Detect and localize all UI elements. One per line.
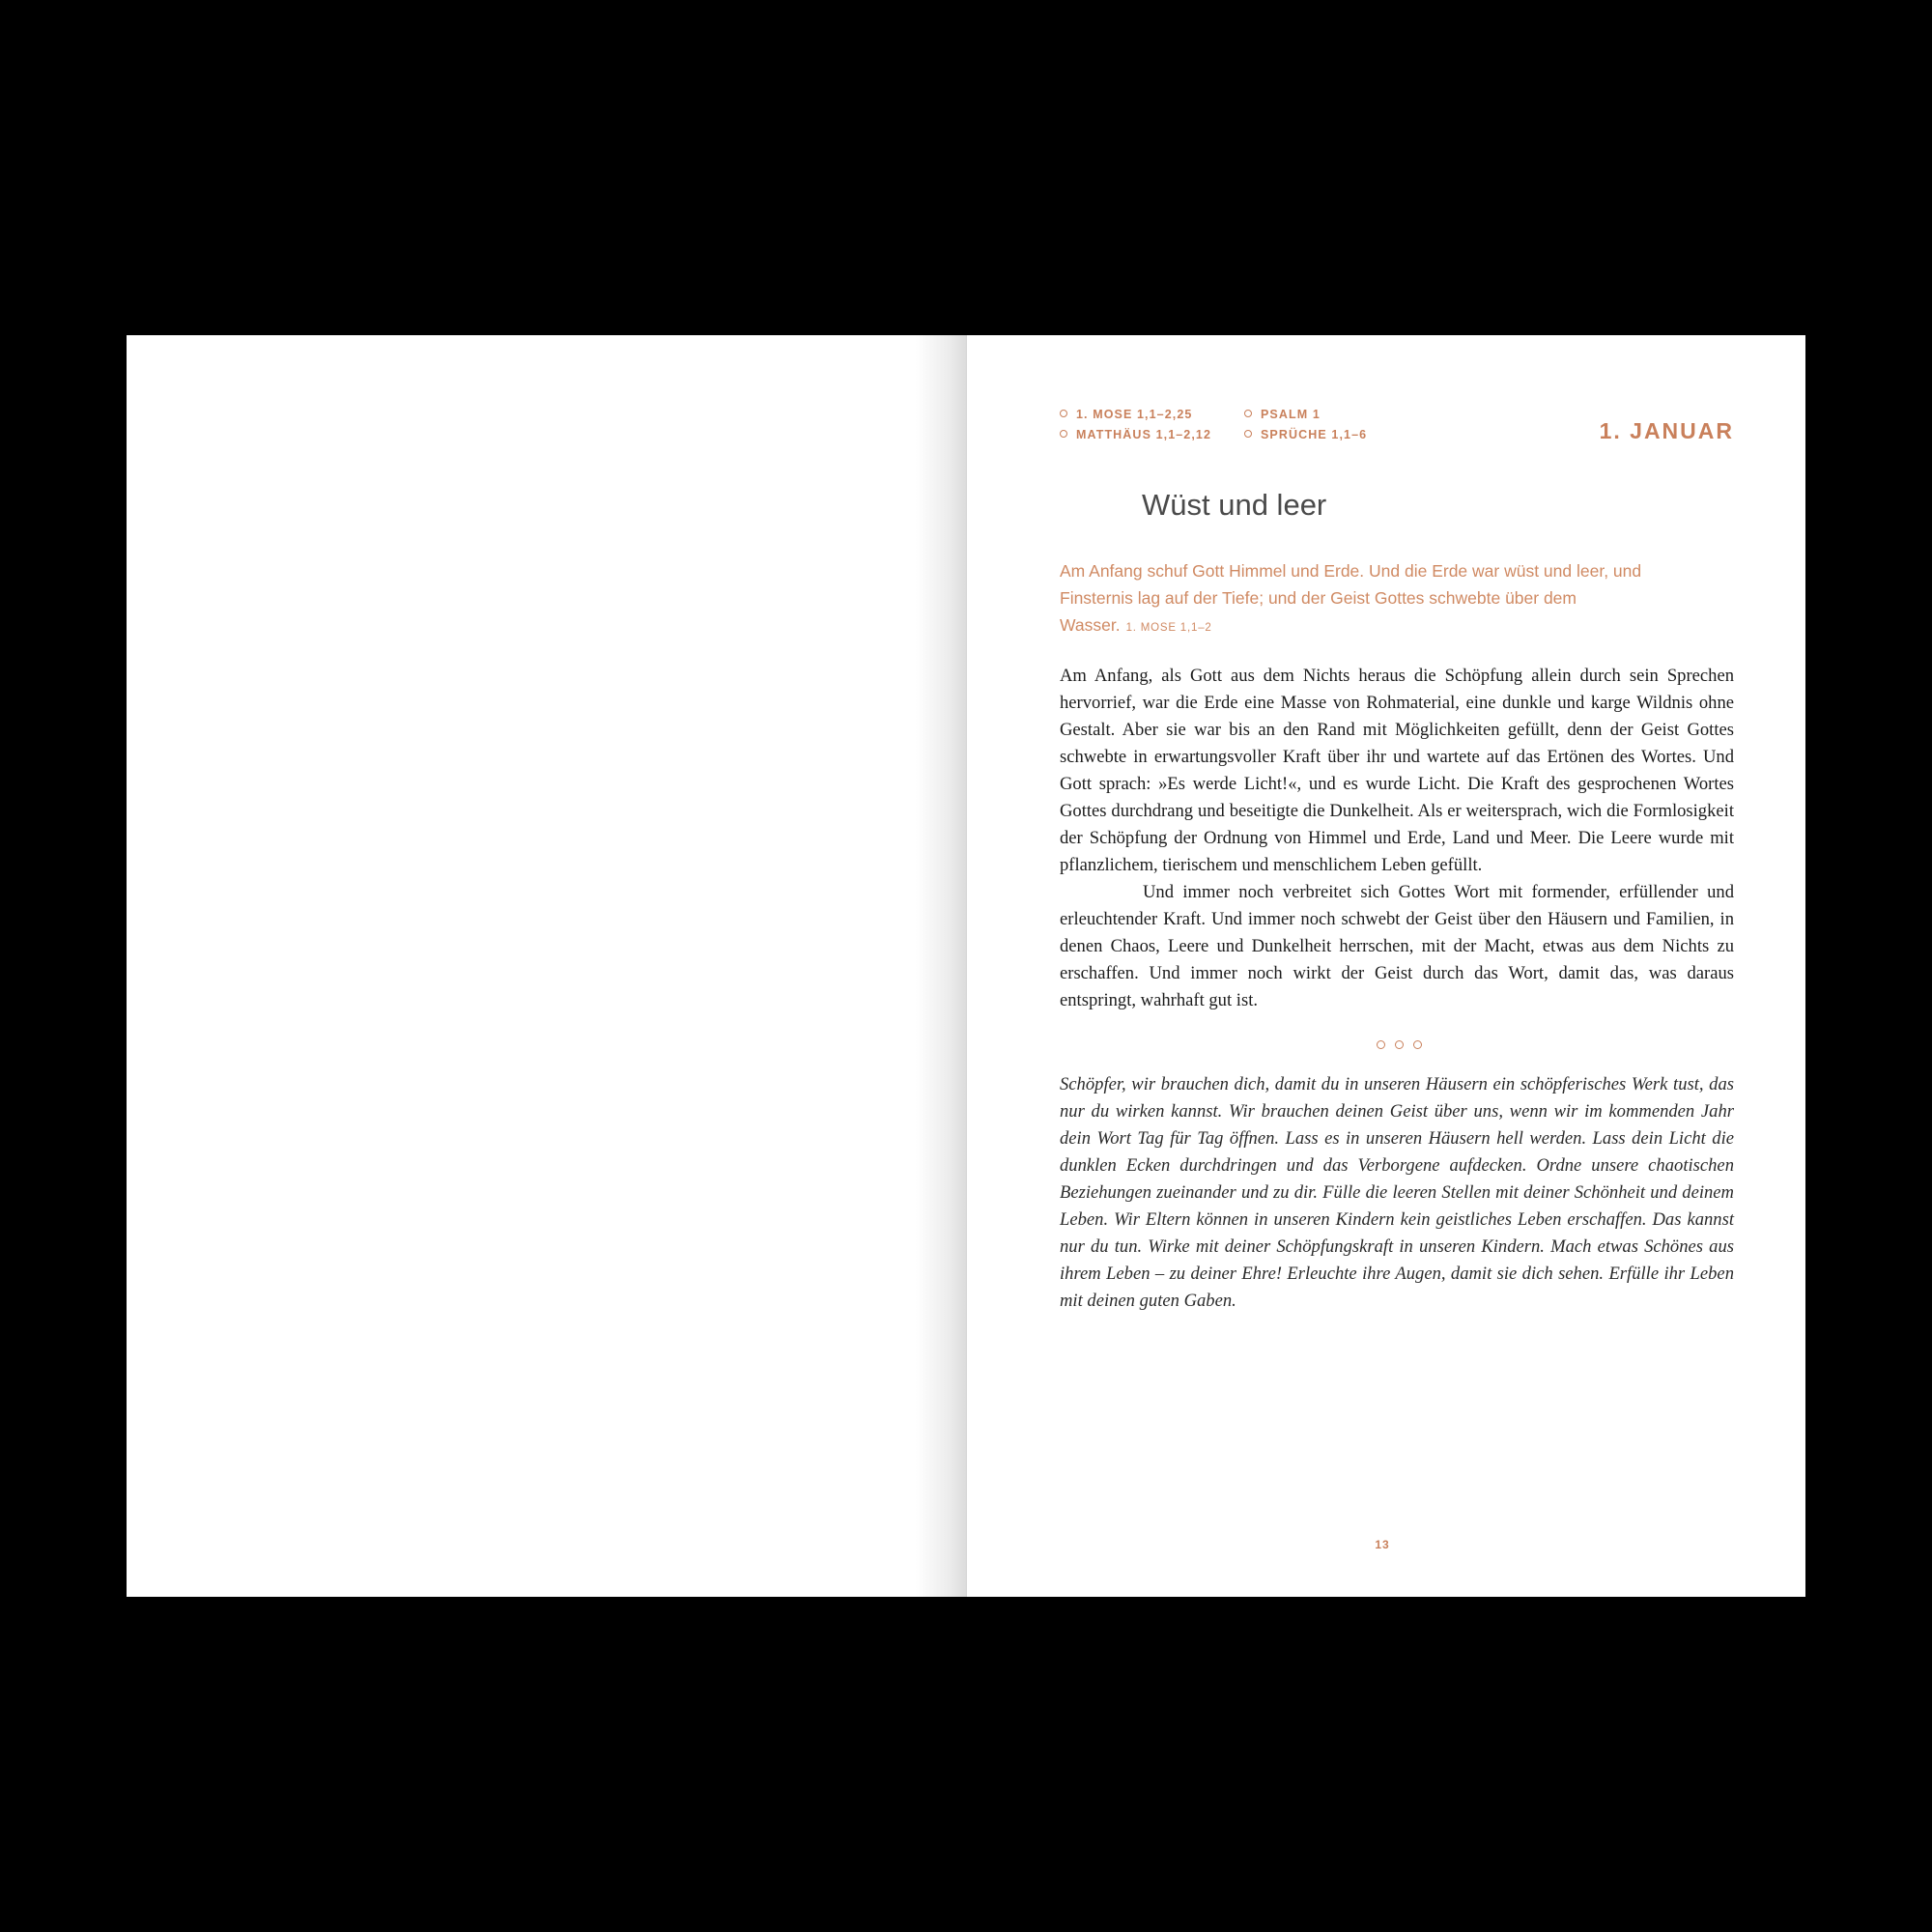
book-spread xyxy=(127,335,1805,1597)
reading-item xyxy=(1244,427,1367,442)
circle-bullet-icon xyxy=(1244,410,1252,417)
circle-bullet-icon xyxy=(1060,410,1067,417)
circle-ornament-icon xyxy=(1413,1040,1422,1049)
circle-bullet-icon xyxy=(1244,430,1252,438)
reading-plan xyxy=(1060,407,1407,449)
verse-text: Am Anfang schuf Gott Himmel und Erde. Und die Erde war wüst und leer, und Finsternis lag auf der Tiefe; und der Geist Gottes schwebte über dem Wasser. xyxy=(1060,561,1642,635)
left-page-blank xyxy=(127,335,966,1597)
page-number: 13 xyxy=(1375,1538,1390,1551)
reading-item xyxy=(1060,407,1192,422)
devotional-text xyxy=(1060,663,1734,1014)
reading-label: SPRÜCHE 1,1–6 xyxy=(1261,428,1368,441)
reading-label: PSALM 1 xyxy=(1261,408,1321,421)
circle-ornament-icon xyxy=(1395,1040,1404,1049)
body-paragraph: Und immer noch verbreitet sich Gottes Wort mit formender, erfüllender und erleuchtender Kraft. Und immer noch schwebt der Geist über den Häusern und Familien, in denen Chaos, Leere und Dunkelheit herrschen, mit der Macht, etwas aus dem Nichts zu erschaffen. Und immer noch wirkt der Geist durch das Wort, damit das, was daraus entspringt, wahrhaft gut ist. xyxy=(1060,882,1734,1010)
page-date: 1. JANUAR xyxy=(1599,418,1734,443)
reading-label: 1. MOSE 1,1–2,25 xyxy=(1076,408,1193,421)
bible-verse xyxy=(1060,557,1678,641)
prayer-text: Schöpfer, wir brauchen dich, damit du in unseren Häusern ein schöpferisches Werk tust, das nur du wirken kannst. Wir brauchen deinen Geist über uns, wenn wir im kommenden Jahr dein Wort Tag für Tag öffnen. Lass es in unseren Häusern hell werden. Lass dein Licht die dunklen Ecken durchdringen und das Verborgene aufdecken. Ordne unsere chaotischen Beziehungen zueinander und zu dir. Fülle die leeren Stellen mit deiner Schönheit und deinem Leben. Wir Eltern können in unseren Kindern kein geistliches Leben erschaffen. Das kannst nur du tun. Wirke mit deiner Schöpfungskraft in unseren Kindern. Mach etwas Schönes aus ihrem Leben – zu deiner Ehre! Erleuchte ihre Augen, damit sie dich sehen. Erfülle ihr Leben mit deinen guten Gaben. xyxy=(1060,1074,1734,1311)
verse-reference: 1. MOSE 1,1–2 xyxy=(1125,622,1212,634)
page-title: Wüst und leer xyxy=(1142,488,1327,522)
section-divider xyxy=(1377,1038,1435,1052)
circle-ornament-icon xyxy=(1377,1040,1385,1049)
reading-item xyxy=(1060,427,1211,442)
reading-item xyxy=(1244,407,1321,422)
circle-bullet-icon xyxy=(1060,430,1067,438)
reading-label: MATTHÄUS 1,1–2,12 xyxy=(1076,428,1212,441)
body-paragraph: Am Anfang, als Gott aus dem Nichts heraus die Schöpfung allein durch sein Sprechen hervorrief, war die Erde eine Masse von Rohmaterial, eine dunkle und karge Wildnis ohne Gestalt. Aber sie war bis an den Rand mit Möglichkeiten gefüllt, denn der Geist Gottes schwebte in erwartungsvoller Kraft über ihr und wartete auf das Ertönen des Wortes. Und Gott sprach: »Es werde Licht!«, und es wurde Licht. Die Kraft des gesprochenen Wortes Gottes durchdrang und beseitigte die Dunkelheit. Als er weitersprach, wich die Formlosigkeit der Schöpfung der Ordnung von Himmel und Erde, Land und Meer. Die Leere wurde mit pflanzlichem, tierischem und menschlichem Leben gefüllt. xyxy=(1060,666,1734,875)
right-page xyxy=(967,335,1805,1597)
